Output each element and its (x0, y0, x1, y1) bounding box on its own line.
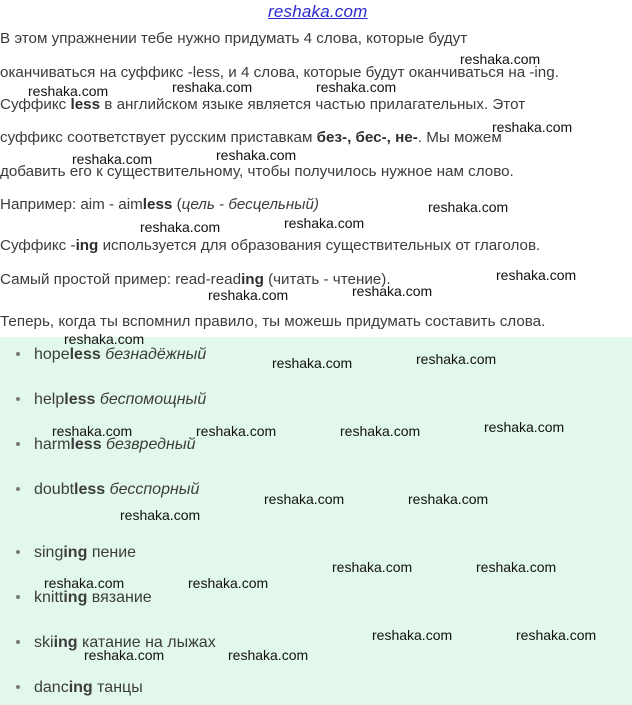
ing-example (0, 263, 391, 297)
word-suffix: ing (53, 634, 78, 651)
text: (читать - чтение). (263, 271, 391, 288)
watermark: reshaka.com (272, 355, 353, 371)
bullet-icon (16, 685, 20, 689)
word-stem: help (34, 391, 65, 408)
word-suffix: less (69, 346, 101, 363)
watermark: reshaka.com (228, 647, 309, 663)
bullet-icon (16, 352, 20, 356)
watermark: reshaka.com (44, 575, 125, 591)
text: Суффикс (0, 96, 71, 113)
word-translation: бесспорный (109, 481, 200, 498)
word-translation: вязание (91, 589, 152, 606)
word-translation: безвредный (106, 436, 196, 453)
example-translation: цель - бесцельный) (181, 196, 319, 213)
watermark: reshaka.com (216, 147, 297, 163)
word-stem: sing (34, 544, 64, 561)
watermark: reshaka.com (188, 575, 269, 591)
word-translation: безнадёжный (105, 346, 207, 363)
word-translation: катание на лыжах (82, 634, 216, 651)
word-suffix: less (74, 481, 106, 498)
watermark: reshaka.com (460, 51, 541, 67)
watermark: reshaka.com (208, 287, 289, 303)
text: Самый простой пример: read-read (0, 271, 242, 288)
watermark: reshaka.com (196, 423, 277, 439)
watermark: reshaka.com (372, 627, 453, 643)
word-stem: ski (34, 634, 54, 651)
watermark: reshaka.com (284, 215, 365, 231)
word-suffix: ing (68, 679, 93, 696)
watermark: reshaka.com (496, 267, 577, 283)
watermark: reshaka.com (84, 647, 165, 663)
word-suffix: less (70, 436, 102, 453)
list-item (16, 679, 143, 697)
list-item (16, 544, 136, 562)
list-item (16, 481, 199, 499)
bullet-icon (16, 550, 20, 554)
word-stem: danc (34, 679, 69, 696)
watermark: reshaka.com (352, 283, 433, 299)
prefixes: без-, бес-, не- (316, 129, 418, 146)
text: Суффикс - (0, 237, 76, 254)
watermark: reshaka.com (52, 423, 133, 439)
word-suffix: ing (63, 589, 88, 606)
watermark: reshaka.com (408, 491, 489, 507)
word-translation: беспомощный (99, 391, 207, 408)
watermark: reshaka.com (340, 423, 421, 439)
text: . Мы можем (417, 129, 502, 146)
bullet-icon (16, 487, 20, 491)
bullet-icon (16, 442, 20, 446)
watermark: reshaka.com (172, 79, 253, 95)
word-translation: танцы (97, 679, 143, 696)
watermark: reshaka.com (140, 219, 221, 235)
less-example (0, 188, 319, 222)
watermark: reshaka.com (28, 83, 109, 99)
watermark: reshaka.com (120, 507, 201, 523)
bullet-icon (16, 640, 20, 644)
text: используется для образования существительных от глаголов. (98, 237, 541, 254)
suffix-less: less (142, 196, 173, 213)
watermark: reshaka.com (72, 151, 153, 167)
bullet-icon (16, 595, 20, 599)
text: в английском языке является частью прилагательных. Этот (100, 96, 526, 113)
word-stem: harm (34, 436, 71, 453)
bullet-icon (16, 397, 20, 401)
word-stem: knitt (34, 589, 64, 606)
watermark: reshaka.com (492, 119, 573, 135)
word-suffix: less (64, 391, 96, 408)
list-item (16, 589, 152, 607)
text: суффикс соответствует русским приставкам (0, 129, 317, 146)
list-item (16, 391, 206, 409)
watermark: reshaka.com (516, 627, 597, 643)
ing-rule (0, 229, 540, 263)
watermark: reshaka.com (476, 559, 557, 575)
word-suffix: ing (63, 544, 88, 561)
word-stem: hope (34, 346, 70, 363)
watermark: reshaka.com (264, 491, 345, 507)
suffix-less: less (70, 96, 101, 113)
watermark: reshaka.com (416, 351, 497, 367)
watermark: reshaka.com (484, 419, 565, 435)
less-rule-line-3: добавить его к существительному, чтобы получилось нужное нам слово. (0, 163, 514, 180)
word-stem: doubt (34, 481, 75, 498)
intro-line-1: В этом упражнении тебе нужно придумать 4 слова, которые будут (0, 30, 468, 47)
task-prompt: Теперь, когда ты вспомнил правило, ты можешь придумать составить слова. (0, 313, 546, 330)
watermark: reshaka.com (64, 331, 145, 347)
watermark: reshaka.com (428, 199, 509, 215)
list-item (16, 346, 206, 364)
suffix-ing: ing (241, 271, 264, 288)
intro-line-2: оканчиваться на суффикс -less, и 4 слова, которые будут оканчиваться на -ing. (0, 64, 559, 81)
suffix-ing: ing (75, 237, 99, 254)
watermark: reshaka.com (316, 79, 397, 95)
word-translation: пение (91, 544, 137, 561)
text: ( (172, 196, 182, 213)
site-logo[interactable]: reshaka.com (268, 2, 368, 21)
watermark: reshaka.com (332, 559, 413, 575)
text: Например: aim - aim (0, 196, 143, 213)
